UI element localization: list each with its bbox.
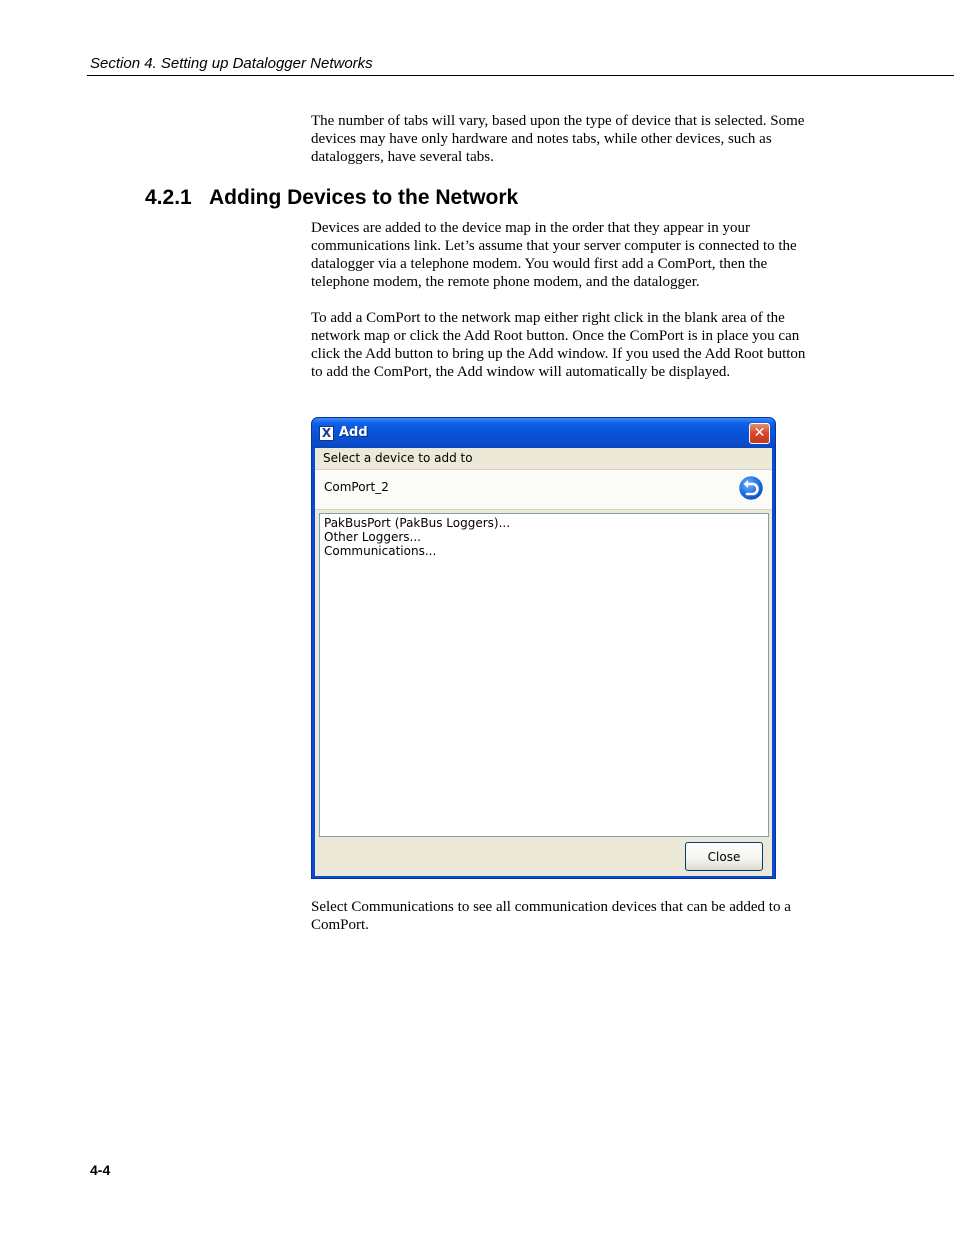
running-header: Section 4. Setting up Datalogger Networks	[90, 55, 373, 72]
back-arrow-icon[interactable]	[737, 474, 765, 502]
select-device-band	[315, 448, 772, 469]
list-item[interactable]: Communications...	[324, 544, 437, 558]
dialog-title-bar[interactable]	[312, 418, 775, 448]
closing-paragraph: Select Communications to see all communication devices that can be added to a ComPort.	[311, 899, 791, 933]
list-item[interactable]: Other Loggers...	[324, 530, 421, 544]
selected-device-name: ComPort_2	[324, 480, 389, 494]
app-icon: X	[319, 426, 334, 441]
add-dialog	[311, 417, 776, 879]
dialog-client-area	[315, 448, 772, 876]
close-icon[interactable]: ✕	[749, 423, 770, 444]
dialog-title: Add	[339, 425, 368, 440]
page-number: 4-4	[90, 1162, 111, 1178]
section-title: Adding Devices to the Network	[209, 186, 519, 209]
device-type-list[interactable]	[319, 513, 769, 837]
intro-paragraph: The number of tabs will vary, based upon the type of device that is selected. Some devices may have only hardware and notes tabs, while other devices, such as dataloggers, have several tabs.	[311, 113, 805, 165]
section-number: 4.2.1	[145, 186, 192, 209]
section-paragraph-2: To add a ComPort to the network map either right click in the blank area of the network map or click the Add Root button. Once the ComPort is in place you can click the Add button to bring up the Add window. If you used the Add Root button to add the ComPort, the Add window will automatically be displayed.	[311, 310, 806, 380]
header-rule	[87, 75, 954, 76]
section-heading	[145, 185, 518, 211]
close-button[interactable]: Close	[685, 842, 763, 871]
list-item[interactable]: PakBusPort (PakBus Loggers)...	[324, 516, 511, 530]
section-paragraph-1: Devices are added to the device map in the order that they appear in your communications link. Let’s assume that your server computer is connected to the datalogger via a telephone modem. You would first add a ComPort, then the telephone modem, the remote phone modem, and the datalogger.	[311, 220, 797, 290]
selected-device-row	[315, 469, 772, 510]
select-device-label: Select a device to add to	[323, 451, 473, 465]
